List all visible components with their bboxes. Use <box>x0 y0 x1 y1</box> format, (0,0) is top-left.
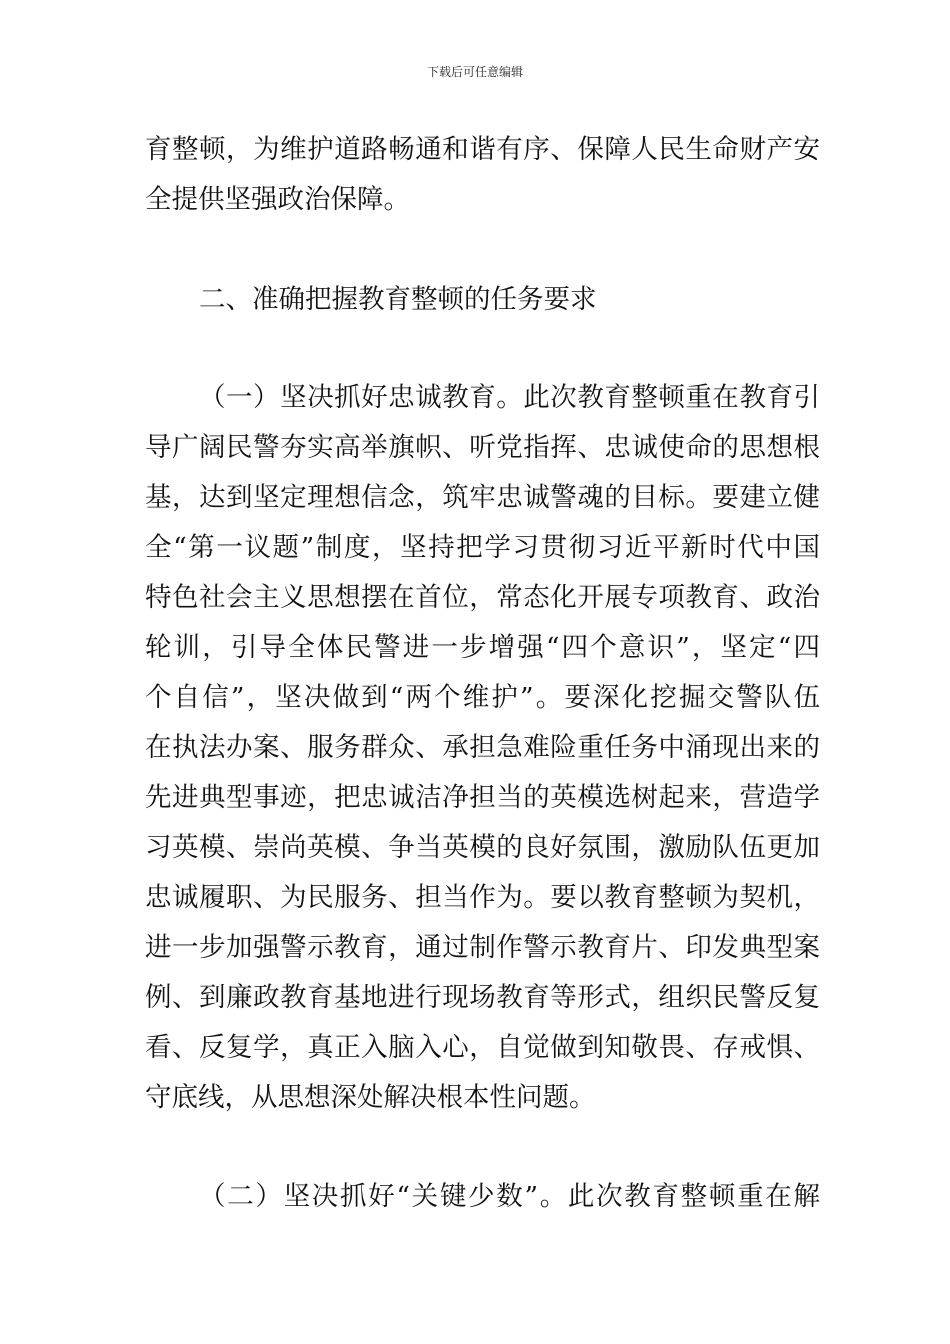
paragraph-line: 基，达到坚定理想信念，筑牢忠诚警魂的目标。要建立健 <box>145 482 820 513</box>
paragraph-line: 先进典型事迹，把忠诚洁净担当的英模选树起来，营造学 <box>145 782 820 813</box>
page-header: 下载后可任意编辑 <box>426 65 523 79</box>
paragraph-line: 轮训，引导全体民警进一步增强“四个意识”，坚定“四 <box>145 632 820 663</box>
paragraph-line: 特色社会主义思想摆在首位，常态化开展专项教育、政治 <box>145 582 820 613</box>
section-heading: 二、准确把握教育整顿的任务要求 <box>199 284 597 315</box>
paragraph-line: 进一步加强警示教育，通过制作警示教育片、印发典型案 <box>145 932 820 963</box>
paragraph-line: 全提供坚强政治保障。 <box>145 184 410 215</box>
paragraph-line: 全“第一议题”制度，坚持把学习贯彻习近平新时代中国 <box>145 532 820 563</box>
paragraph-line: （一）坚决抓好忠诚教育。此次教育整顿重在教育引 <box>199 382 820 413</box>
paragraph-line: 育整顿，为维护道路畅通和谐有序、保障人民生命财产安 <box>145 134 820 165</box>
paragraph-line: 看、反复学，真正入脑入心，自觉做到知敬畏、存戒惧、 <box>145 1032 820 1063</box>
paragraph-line: 忠诚履职、为民服务、担当作为。要以教育整顿为契机， <box>145 882 820 913</box>
paragraph-line: （二）坚决抓好“关键少数”。此次教育整顿重在解 <box>199 1181 820 1212</box>
paragraph-line: 个自信”，坚决做到“两个维护”。要深化挖掘交警队伍 <box>145 682 820 713</box>
paragraph-line: 例、到廉政教育基地进行现场教育等形式，组织民警反复 <box>145 982 820 1013</box>
paragraph-line: 守底线，从思想深处解决根本性问题。 <box>145 1082 596 1113</box>
paragraph-line: 导广阔民警夯实高举旗帜、听党指挥、忠诚使命的思想根 <box>145 432 820 463</box>
paragraph-line: 习英模、崇尚英模、争当英模的良好氛围，激励队伍更加 <box>145 832 820 863</box>
paragraph-line: 在执法办案、服务群众、承担急难险重任务中涌现出来的 <box>145 732 820 763</box>
